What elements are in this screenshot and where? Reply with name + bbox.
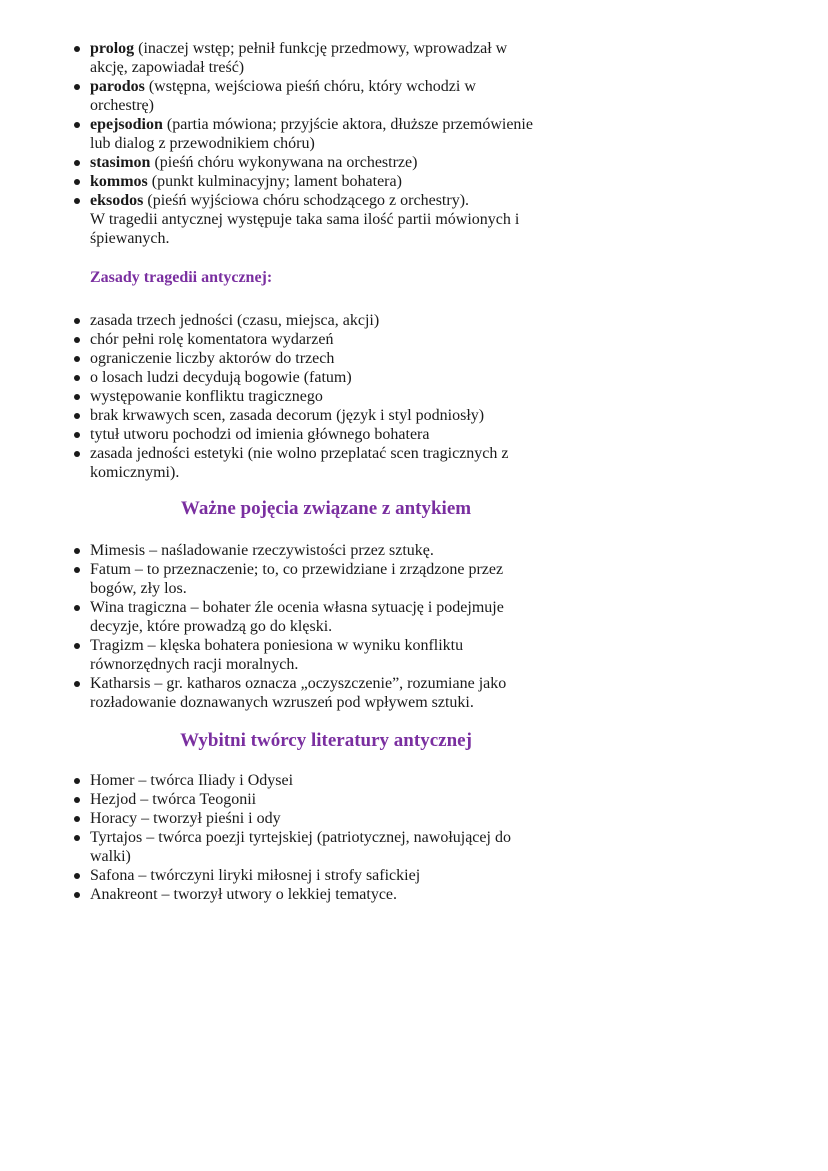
term: kommos — [90, 173, 148, 190]
list-item: ograniczenie liczby aktorów do trzech — [72, 349, 542, 368]
term-description: (pieśń wyjściowa chóru schodzącego z orchestry). — [143, 192, 470, 209]
term-description: (wstępna, wejściowa pieśń chóru, który wchodzi w orchestrę) — [90, 78, 476, 114]
list-item: brak krwawych scen, zasada decorum (język i styl podniosły) — [72, 406, 542, 425]
term: stasimon — [90, 154, 151, 171]
list-item: Tyrtajos – twórca poezji tyrtejskiej (patriotycznej, nawołującej do walki) — [72, 828, 542, 866]
tragedy-structure-list — [72, 39, 542, 210]
list-item: Safona – twórczyni liryki miłosnej i strofy safickiej — [72, 866, 542, 885]
list-item: tytuł utworu pochodzi od imienia głównego bohatera — [72, 425, 542, 444]
term-description: (partia mówiona; przyjście aktora, dłuższe przemówienie lub dialog z przewodnikiem chóru) — [90, 116, 533, 152]
term-description: (punkt kulminacyjny; lament bohatera) — [147, 173, 402, 190]
list-item: Anakreont – tworzył utwory o lekkiej tematyce. — [72, 885, 542, 904]
term-description: (pieśń chóru wykonywana na orchestrze) — [150, 154, 418, 171]
term: eksodos — [90, 192, 144, 209]
term: parodos — [90, 78, 145, 95]
list-item — [72, 172, 542, 191]
list-item: Horacy – tworzył pieśni i ody — [72, 809, 542, 828]
list-item: o losach ludzi decydują bogowie (fatum) — [72, 368, 542, 387]
list-item: Tragizm – klęska bohatera poniesiona w wyniku konfliktu równorzędnych racji moralnych. — [72, 636, 542, 674]
list-item — [72, 115, 542, 153]
list-item: występowanie konfliktu tragicznego — [72, 387, 542, 406]
list-item — [72, 153, 542, 172]
term: prolog — [90, 40, 135, 57]
concepts-list — [72, 541, 542, 712]
list-item: Homer – twórca Iliady i Odysei — [72, 771, 542, 790]
list-item: Katharsis – gr. katharos oznacza „oczyszczenie”, rozumiane jako rozładowanie doznawanych wzruszeń pod wpływem sztuki. — [72, 674, 542, 712]
list-item: Fatum – to przeznaczenie; to, co przewidziane i zrządzone przez bogów, zły los. — [72, 560, 542, 598]
term: epejsodion — [90, 116, 163, 133]
authors-heading: Wybitni twórcy literatury antycznej — [180, 730, 472, 751]
list-item — [72, 191, 542, 210]
authors-list — [72, 771, 542, 904]
list-item: zasada jedności estetyki (nie wolno przeplatać scen tragicznych z komicznymi). — [72, 444, 542, 482]
rules-heading: Zasady tragedii antycznej: — [90, 269, 273, 286]
list-item — [72, 77, 542, 115]
list-item: zasada trzech jedności (czasu, miejsca, akcji) — [72, 311, 542, 330]
list-item — [72, 39, 542, 77]
list-item: Wina tragiczna – bohater źle ocenia własna sytuację i podejmuje decyzje, które prowadzą go do klęski. — [72, 598, 542, 636]
list-item: Mimesis – naśladowanie rzeczywistości przez sztukę. — [72, 541, 542, 560]
term-description: (inaczej wstęp; pełnił funkcję przedmowy, wprowadzał w akcję, zapowiadał treść) — [90, 40, 508, 76]
list-item: Hezjod – twórca Teogonii — [72, 790, 542, 809]
list-item: chór pełni rolę komentatora wydarzeń — [72, 330, 542, 349]
structure-note: W tragedii antycznej występuje taka sama ilość partii mówionych i śpiewanych. — [90, 211, 520, 247]
tragedy-rules-list — [72, 311, 542, 482]
concepts-heading: Ważne pojęcia związane z antykiem — [180, 498, 472, 519]
